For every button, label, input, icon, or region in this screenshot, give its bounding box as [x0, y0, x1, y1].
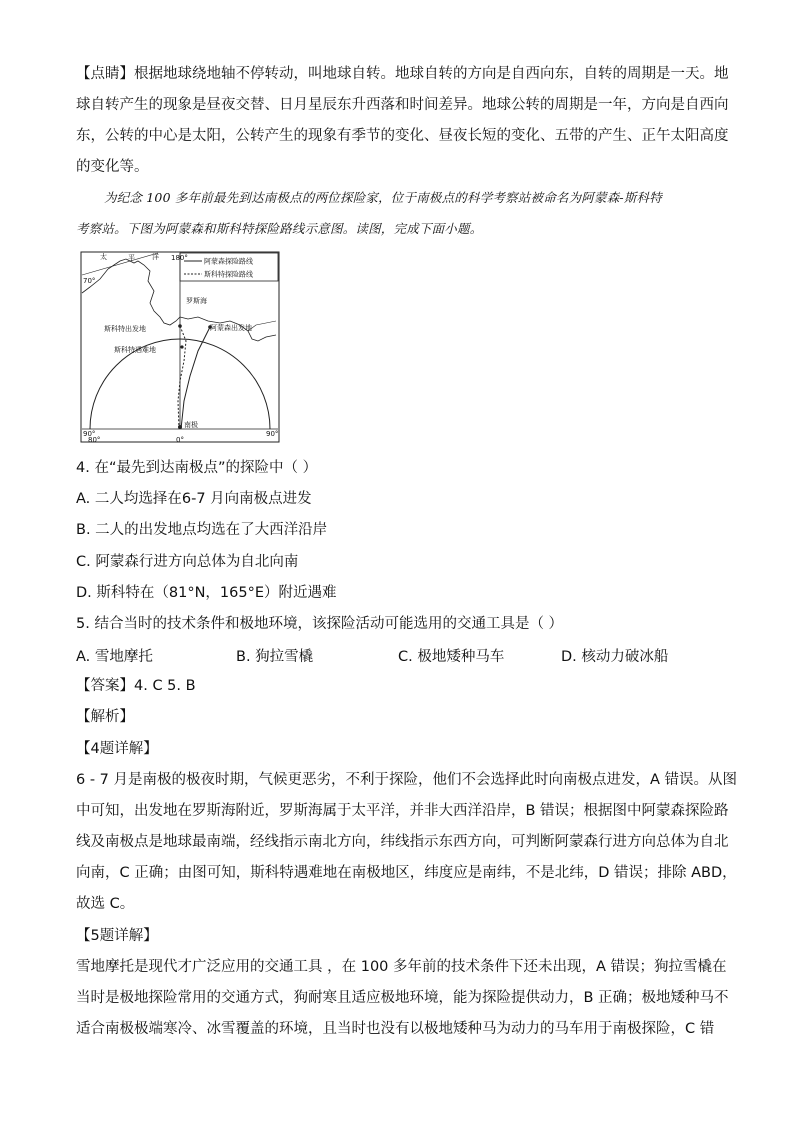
question-stem: 4. 在“最先到达南极点”的探险中（ ） [76, 460, 318, 476]
legend-amundsen-label: 阿蒙森探险路线 [204, 257, 253, 266]
option-a: A. 二人均选择在6-7 月向南极点进发 [76, 491, 312, 507]
text-line: 故选 C。 [76, 896, 135, 912]
label-pacific-3: 洋 [152, 253, 159, 261]
label-pacific-1: 太 [100, 253, 107, 261]
option-a: A. 雪地摩托 [76, 649, 153, 665]
scott-start-marker [178, 324, 182, 328]
expedition-map [80, 251, 280, 444]
label-lat80: 80° [88, 436, 101, 444]
text-line: 球自转产生的现象是昼夜交替、日月星辰东升西落和时间差异。地球公转的周期是一年，方向是自西向 [76, 97, 729, 113]
text-line: 适合南极极端寒冷、冰雪覆盖的环境，且当时也没有以极地矮种马为动力的马车用于南极探险，C 错 [76, 1021, 715, 1037]
map-svg [80, 251, 280, 444]
label-ross-sea: 罗斯海 [186, 297, 207, 305]
scott-death-marker [180, 345, 183, 348]
label-lon0: 0° [176, 436, 184, 444]
q4-detail-label: 【4题详解】 [76, 741, 158, 757]
legend-scott-label: 斯科特探险路线 [204, 270, 253, 279]
text-line: 的变化等。 [76, 159, 149, 175]
text-line: 雪地摩托是现代才广泛应用的交通工具 ，在 100 多年前的技术条件下还未出现，A 错误；狗拉雪橇在 [76, 959, 727, 975]
text-line: 当时是极地探险常用的交通方式，狗耐寒且适应极地环境，能为探险提供动力，B 正确；极地矮种马不 [76, 990, 729, 1006]
option-c: C. 阿蒙森行进方向总体为自北向南 [76, 554, 299, 570]
text-line: 东，公转的中心是太阳，公转产生的现象有季节的变化、昼夜长短的变化、五带的产生、正午太阳高度 [76, 128, 729, 144]
q5-detail-label: 【5题详解】 [76, 928, 158, 944]
text-line: 线及南极点是地球最南端，经线指示南北方向，纬线指示东西方向，可判断阿蒙森行进方向总体为自北 [76, 834, 729, 850]
text-line: 6 - 7 月是南极的极夜时期，气候更恶劣，不利于探险，他们不会选择此时向南极点进发，A 错误。从图 [76, 772, 738, 788]
option-b: B. 狗拉雪橇 [236, 649, 314, 665]
label-scott-death: 斯科特遇难地 [114, 346, 156, 354]
text-line: 考察站。下图为阿蒙森和斯科特探险路线示意图。读图，完成下面小题。 [76, 221, 483, 236]
options-row [76, 645, 716, 667]
label-scott-start: 斯科特出发地 [104, 325, 146, 333]
option-b: B. 二人的出发地点均选在了大西洋沿岸 [76, 522, 328, 538]
analysis-label: 【解析】 [76, 709, 134, 725]
south-pole-marker [178, 425, 182, 429]
option-d: D. 斯科特在（81°N，165°E）附近遇难 [76, 585, 337, 601]
text-line: 向南，C 正确；由图可知，斯科特遇难地在南极地区，纬度应是南纬，不是北纬，D 错误；排除 ABD， [76, 865, 737, 881]
text-line: 为纪念 100 多年前最先到达南极点的两位探险家，位于南极点的科学考察站被命名为阿蒙森-斯科特 [104, 190, 662, 205]
label-lon90-right: 90° [266, 430, 279, 438]
label-lon90-left: 90° [83, 430, 96, 438]
option-d: D. 核动力破冰船 [561, 649, 669, 665]
text-line: 【点睛】根据地球绕地轴不停转动，叫地球自转。地球自转的方向是自西向东，自转的周期是一天。地 [76, 66, 729, 82]
label-lon180: 180° [171, 254, 188, 262]
label-pacific-2: 平 [128, 254, 135, 262]
label-amundsen-start: 阿蒙森出发地 [210, 324, 252, 332]
option-c: C. 极地矮种马车 [398, 649, 505, 665]
answer-line: 【答案】4. C 5. B [76, 678, 196, 694]
label-south-pole: 南极 [184, 421, 198, 429]
text-line: 中可知，出发地在罗斯海附近，罗斯海属于太平洋，并非大西洋沿岸，B 错误；根据图中阿蒙森探险路 [76, 803, 729, 819]
label-lat70: 70° [83, 277, 96, 285]
question-stem: 5. 结合当时的技术条件和极地环境，该探险活动可能选用的交通工具是（ ） [76, 616, 564, 632]
